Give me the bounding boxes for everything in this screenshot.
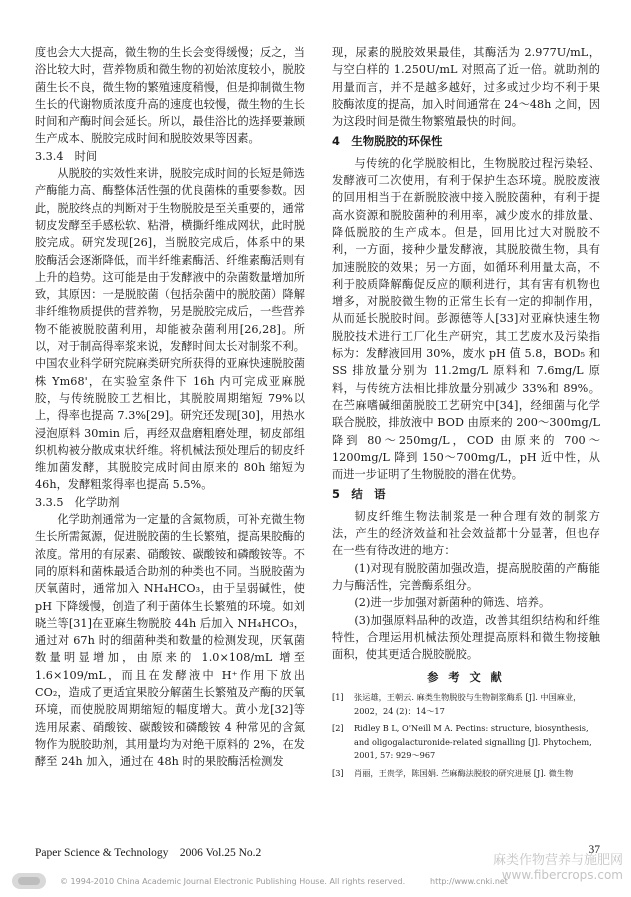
section-heading-conclusion: 5 结 语 xyxy=(332,487,386,502)
references-list xyxy=(332,691,600,780)
reference-number: [2] xyxy=(332,723,344,734)
subsection-heading-time: 3.3.4 时间 xyxy=(35,149,98,163)
page-number: 37 xyxy=(588,844,600,856)
reference-number: [1] xyxy=(332,692,344,703)
paragraph-conclusion: 韧皮纤维生物法制浆是一种合理有效的制浆方法，产生的经济效益和社会效益都十分显著，但也存在一些有待改进的地方： xyxy=(332,509,600,558)
reference-item xyxy=(332,767,600,781)
paragraph-bath-ratio: 度也会大大提高，微生物的生长会变得缓慢；反之，当浴比较大时，营养物质和微生物的初始浓度较小，脱胶菌生长不良，微生物的繁殖速度稍慢，但是抑制微生物生长的代谢物质浓度升高的速度也较慢，微生物的生长时间和产酶时间会延长。所以，最佳浴比的选择要兼顾生产成本、脱胶完成时间和脱胶效果等因素。 xyxy=(35,46,305,146)
site-watermark xyxy=(493,853,623,882)
left-column xyxy=(35,44,305,770)
cnki-logo-icon xyxy=(12,873,46,889)
copyright-url[interactable]: http://www.cnki.net xyxy=(430,877,508,886)
conclusion-item-3: (3)加强原料品种的改造，改善其组织结构和纤维特性，合理运用机械法预处理提高原料和微生物接触面积，使其更适合脱胶脱胶。 xyxy=(332,613,600,662)
reference-text: Ridley B L, O'Neill M A. Pectins: structure, biosynthesis, and oligogalacturonide-related signalling [J]. Phytochem, 2001, 57: 929～967 xyxy=(354,723,592,761)
reference-text: 张运雄，王朝云. 麻类生物脱胶与生物制浆酶系 [J]. 中国麻业，2002，24 (2)：14～17 xyxy=(354,692,582,716)
paragraph-time: 从脱胶的实效性来讲，脱胶完成时间的长短是筛选产酶能力高、酶整体活性强的优良菌株的重要参数。因此，脱胶终点的判断对于生物脱胶是至关重要的，通常韧皮发酵至手感松软、粘滑，横撕纤维成网状，此时脱胶完成。研究发现[26]，当脱胶完成后，体系中的果胶酶活会逐渐降低，而半纤维素酶活、纤维素酶活则有上升的趋势。这可能是由于发酵液中的杂菌数量增加所致，其原因：一是脱胶菌（包括杂菌中的脱胶菌）降解非纤维物质提供的营养物，另是脱胶完成后，一些营养物不能被脱胶菌利用，却能被杂菌利用[26,28]。所以，对于制高得率浆来说，发酵时间太长对制浆不利。中国农业科学研究院麻类研究所获得的亚麻快速脱胶菌株 Ym68'，在实验室条件下 16h 内可完成亚麻脱胶，与传统脱胶工艺相比，其脱胶周期缩短 79%以上，得率也提高 7.3%[29]。研究还发现[30]，用热水浸泡原料 30min 后，再经双盘磨粗磨处理，韧皮部组织机构被分散成束状纤维。将机械法预处理后的韧皮纤维加菌发酵，其脱胶完成时间由原来的 80h 缩短为 46h，发酵粗浆得率也提高 5.5%。 xyxy=(35,167,305,492)
conclusion-item-2: (2)进一步加强对新菌种的筛选、培养。 xyxy=(354,596,551,610)
subsection-heading-chemical-aids: 3.3.5 化学助剂 xyxy=(35,495,120,509)
right-column xyxy=(332,44,600,784)
reference-number: [3] xyxy=(332,767,344,778)
reference-item xyxy=(332,691,600,718)
paragraph-environment: 与传统的化学脱胶相比，生物脱胶过程污染轻、发酵液可二次使用，有利于保护生态环境。脱胶废液的回用相当于在新脱胶液中接入脱胶菌种，有利于提高水资源和脱胶菌种的利用率，减少废水的排放量、降低脱胶的生产成本。但是，回用比过大对脱胶不利，一方面，接种少量发酵液，其脱胶微生物，具有加速脱胶的效果；另一方面，如循环利用量太高，不利于胶质降解酶促反应的顺利进行，其有害有机物也增多，对脱胶微生物的正常生长有一定的抑制作用，从而延长脱胶时间。彭源德等人[33]对亚麻快速生物脱胶技术进行工厂化生产研究，其工艺废水及污染指标为：发酵液回用 30%，废水 pH 值 5.8，BOD₅ 和 SS 排放量分别为 11.2mg/L 原料和 7.6mg/L 原料，与传统方法相比排放量分别减少 33%和 89%。在苎麻嗜碱细菌脱胶工艺研究中[34]，经细菌与化学联合脱胶，排放液中 BOD 由原来的 200～300mg/L 降到 80～250mg/L，COD 由原来的 700～1200mg/L 降到 150～700mg/L，pH 近中性，从而进一步证明了生物脱胶的潜在优势。 xyxy=(332,156,600,482)
section-heading-environment: 4 生物脱胶的环保性 xyxy=(332,134,443,149)
paragraph-continued: 现，尿素的脱胶效果最佳，其酶活为 2.977U/mL，与空白样的 1.250U/mL 对照高了近一倍。就助剂的用量而言，并不是越多越好，过多或过少均不利于果胶酶浓度的提高，加入时间通常在 24～48h 之间，因为这段时间是微生物繁殖最快的时间。 xyxy=(332,46,600,129)
paragraph-chemical-aids: 化学助剂通常为一定量的含氮物质，可补充微生物生长所需氮源，促进脱胶菌的生长繁殖，提高果胶酶的浓度。常用的有尿素、硝酸铵、碳酸铵和磷酸铵等。不同的原料和菌株最适合助剂的种类也不同。当脱胶菌为厌氧菌时，通常加入 NH₄HCO₃，由于呈弱碱性，使 pH 下降缓慢，创造了利于菌体生长繁殖的环境。如刘晓兰等[31]在亚麻生物脱胶 44h 后加入 NH₄HCO₃，通过对 67h 时的细菌种类和数量的检测发现，厌氧菌数量明显增加，由原来的 1.0×108/mL 增至 1.6×109/mL，而且在发酵液中 H⁺作用下放出 CO₂，造成了更适宜果胶分解菌生长繁殖及产酶的厌氧环境，而使脱胶周期缩短的幅度增大。黄小龙[32]等选用尿素、硝酸铵、碳酸铵和磷酸铵 4 种常见的含氮物作为脱胶助剂，其用量均为对绝干原料的 2%，在发酵至 24h 加入，通过在 48h 时的果胶酶活检测发 xyxy=(35,513,305,769)
copyright-notice: © 1994-2010 China Academic Journal Electronic Publishing House. All rights reserved. xyxy=(60,877,406,886)
copyright-text xyxy=(60,877,508,886)
references-title: 参 考 文 献 xyxy=(427,671,505,685)
reference-item xyxy=(332,722,600,763)
journal-citation: Paper Science & Technology 2006 Vol.25 No.2 xyxy=(35,847,262,859)
conclusion-item-1: (1)对现有脱胶菌加强改造，提高脱胶菌的产酶能力与酶活性，完善酶系组分。 xyxy=(332,561,600,592)
watermark-line-1: 麻类作物营养与施肥网 xyxy=(492,853,623,868)
reference-text: 肖丽，王贵学，陈国娟. 苎麻酶法脱胶的研究进展 [J]. 微生物 xyxy=(354,767,574,778)
watermark-line-2: www.fibercrops.com xyxy=(501,868,623,882)
